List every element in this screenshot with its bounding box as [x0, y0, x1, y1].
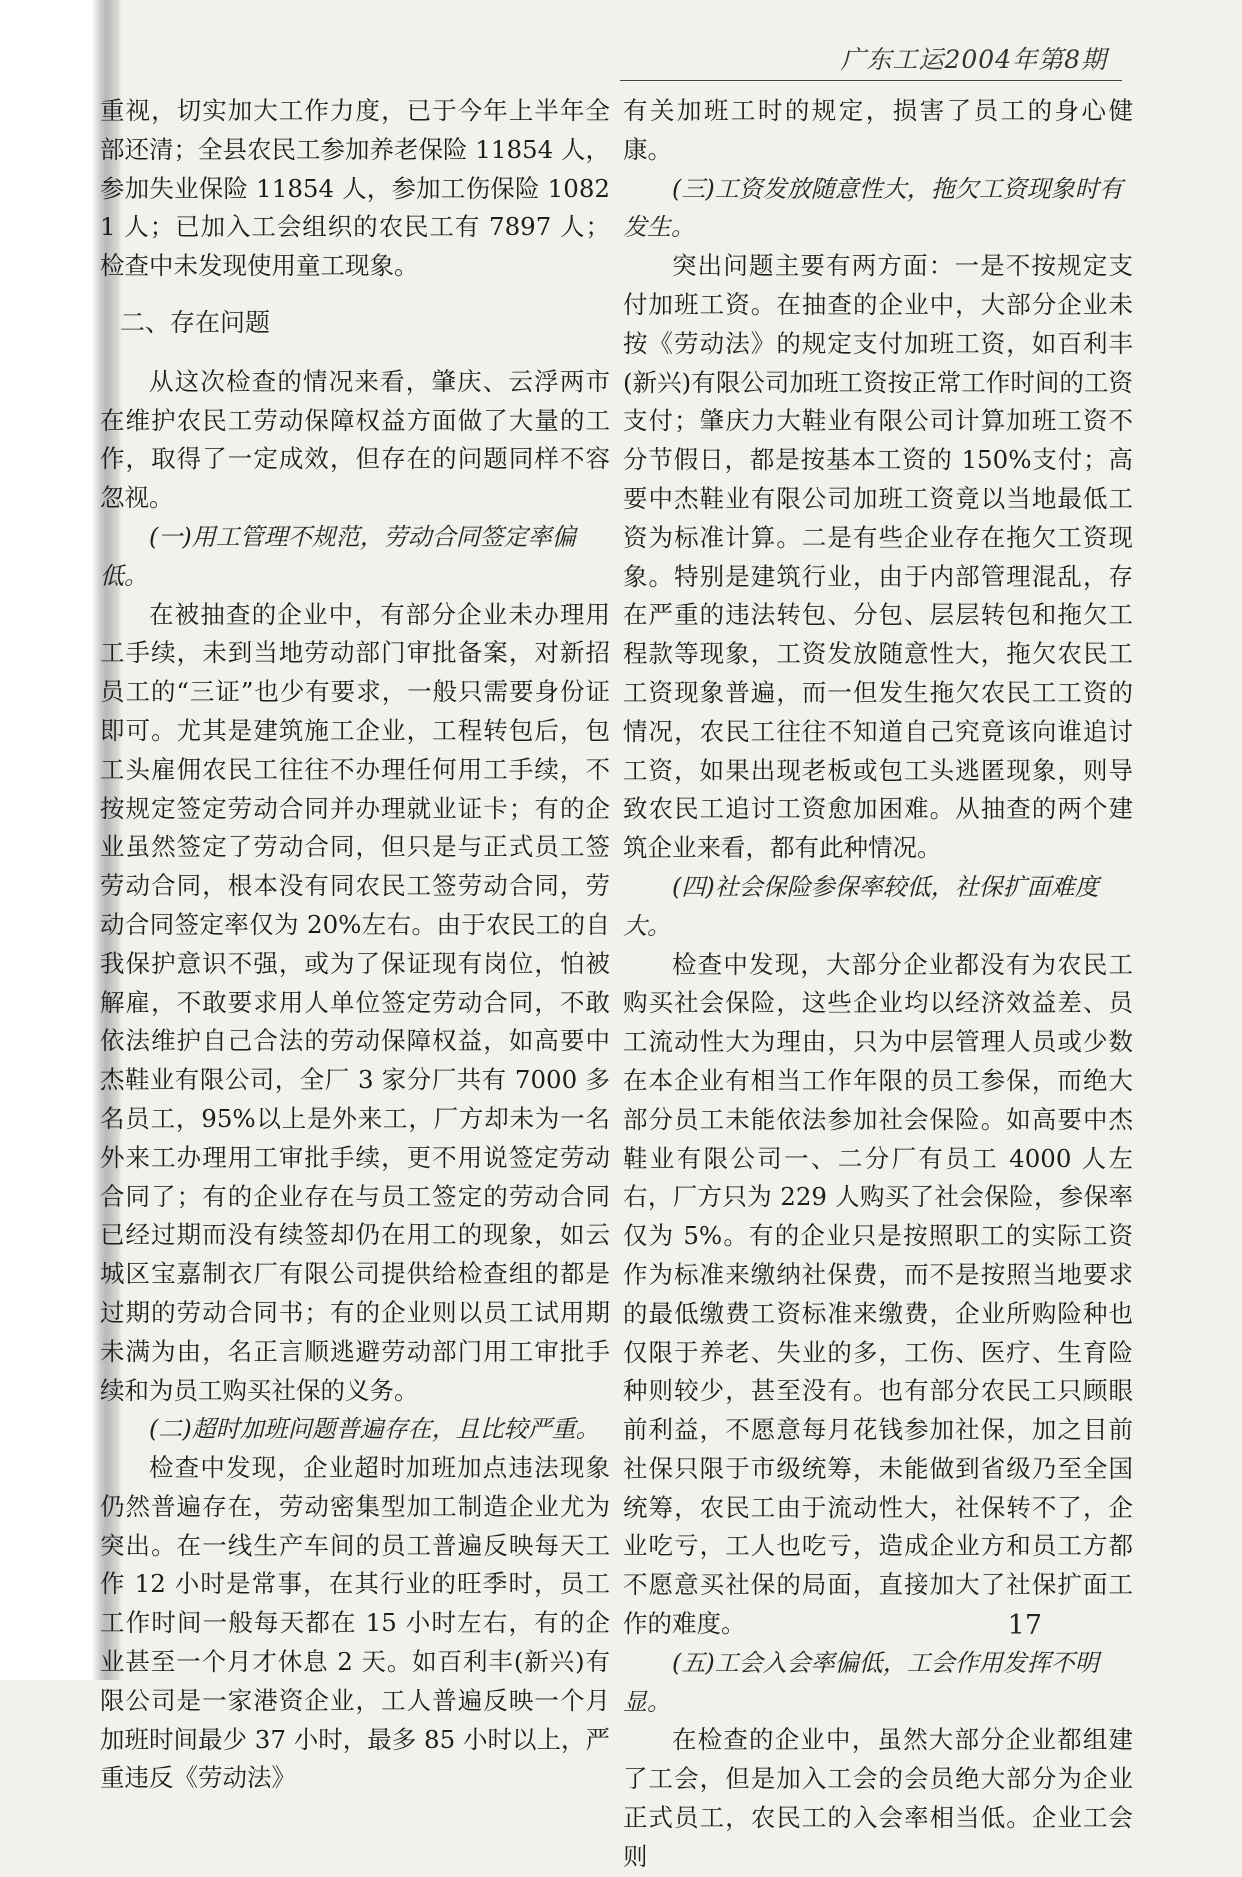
right-column: [623, 92, 1133, 1877]
subsection-heading: (五)工会入会率偏低，工会作用发挥不明显。: [623, 1648, 1099, 1716]
paragraph: 有关加班工时的规定，损害了员工的身心健康。: [623, 96, 1133, 164]
subsection-heading: (三)工资发放随意性大，拖欠工资现象时有发生。: [623, 174, 1123, 242]
paragraph: 检查中发现，大部分企业都没有为农民工购买社会保险，这些企业均以经济效益差、员工流动性大为理由，只为中层管理人员或少数在本企业有相当工作年限的员工参保，而绝大部分员工未能依法参加社会保险。如高要中杰鞋业有限公司一、二分厂有员工 4000 人左右，厂方只为 229 人购买了社会保险，参保率仅为 5%。有的企业只是按照职工的实际工资作为标准来缴纳社保费，而不是按照当地要求的最低缴费工资标准来缴费，企业所购险种也仅限于养老、失业的多，工伤、医疗、生育险种则较少，甚至没有。也有部分农民工只顾眼前利益，不愿意每月花钱参加社保，加之目前社保只限于市级统筹，未能做到省级乃至全国统筹，农民工由于流动性大，社保转不了，企业吃亏，工人也吃亏，造成企业方和员工方都不愿意买社保的局面，直接加大了社保扩面工作的难度。: [623, 949, 1133, 1639]
header-rule: [620, 80, 1122, 81]
paragraph: 重视，切实加大工作力度，已于今年上半年全部还清；全县农民工参加养老保险 11854 人，参加失业保险 11854 人，参加工伤保险 10821 人；已加入工会组织的农民工有 7897 人；检查中未发现使用童工现象。: [100, 96, 611, 281]
page-number: 17: [1007, 1610, 1042, 1641]
section-title: 二、存在问题: [120, 307, 271, 337]
paragraph: 突出问题主要有两方面：一是不按规定支付加班工资。在抽查的企业中，大部分企业未按《劳动法》的规定支付加班工资，如百利丰(新兴)有限公司加班工资按正常工作时间的工资支付；肇庆力大鞋业有限公司计算加班工资不分节假日，都是按基本工资的 150%支付；高要中杰鞋业有限公司加班工资竟以当地最低工资为标准计算。二是有些企业存在拖欠工资现象。特别是建筑行业，由于内部管理混乱，存在严重的违法转包、分包、层层转包和拖欠工程款等现象，工资发放随意性大，拖欠农民工工资现象普遍，而一但发生拖欠农民工工资的情况，农民工往往不知道自己究竟该向谁追讨工资，如果出现老板或包工头逃匿现象，则导致农民工追讨工资愈加困难。从抽查的两个建筑企业来看，都有此种情况。: [623, 251, 1133, 863]
subsection-heading: (二)超时加班问题普遍存在，且比较严重。: [149, 1415, 600, 1444]
paragraph: 在被抽查的企业中，有部分企业未办理用工手续，未到当地劳动部门审批备案，对新招员工的“三证”也少有要求，一般只需要身份证即可。尤其是建筑施工企业，工程转包后，包工头雇佣农民工往往不办理任何用工手续，不按规定签定劳动合同并办理就业证卡；有的企业虽然签定了劳动合同，但只是与正式员工签劳动合同，根本没有同农民工签劳动合同，劳动合同签定率仅为 20%左右。由于农民工的自我保护意识不强，或为了保证现有岗位，怕被解雇，不敢要求用人单位签定劳动合同，不敢依法维护自己合法的劳动保障权益，如高要中杰鞋业有限公司，全厂 3 家分厂共有 7000 多名员工，95%以上是外来工，厂方却未为一名外来工办理用工审批手续，更不用说签定劳动合同了；有的企业存在与员工签定的劳动合同已经过期而没有续签却仍在用工的现象，如云城区宝嘉制衣厂有限公司提供给检查组的都是过期的劳动合同书；有的企业则以员工试用期未满为由，名正言顺逃避劳动部门用工审批手续和为员工购买社保的义务。: [100, 599, 610, 1405]
subsection-heading: (一)用工管理不规范，劳动合同签定率偏低。: [100, 522, 576, 590]
paragraph: 从这次检查的情况来看，肇庆、云浮两市在维护农民工劳动保障权益方面做了大量的工作，取得了一定成效，但存在的问题同样不容忽视。: [100, 366, 610, 513]
running-head: 广东工运2004年第8期: [840, 45, 1107, 74]
left-column: [100, 92, 610, 1798]
subsection-heading: (四)社会保险参保率较低，社保扩面难度大。: [623, 872, 1099, 940]
paragraph: 检查中发现，企业超时加班加点违法现象仍然普遍存在，劳动密集型加工制造企业尤为突出。在一线生产车间的员工普遍反映每天工作 12 小时是常事，在其行业的旺季时，员工工作时间一般每天都在 15 小时左右，有的企业甚至一个月才休息 2 天。如百利丰(新兴)有限公司是一家港资企业，工人普遍反映一个月加班时间最少 37 小时，最多 85 小时以上，严重违反《劳动法》: [100, 1453, 611, 1793]
paragraph: 在检查的企业中，虽然大部分企业都组建了工会，但是加入工会的会员绝大部分为企业正式员工，农民工的入会率相当低。企业工会则: [623, 1725, 1133, 1871]
